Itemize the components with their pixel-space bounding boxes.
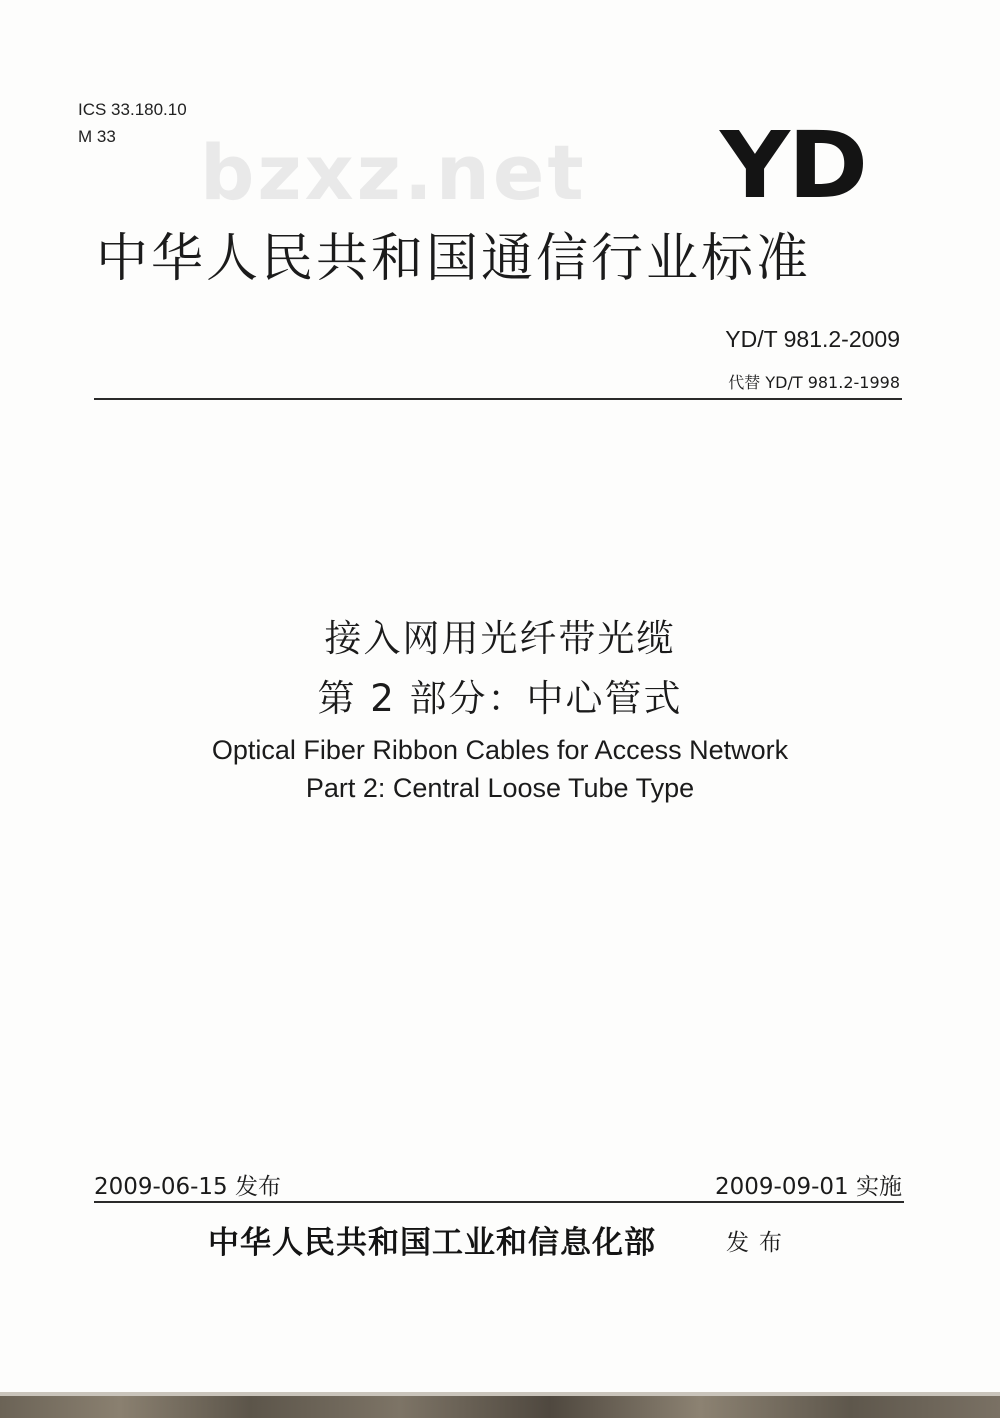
replaces-standard: 代替 YD/T 981.2-1998 — [728, 373, 900, 392]
standard-number: YD/T 981.2-2009 — [725, 326, 900, 352]
standard-category-title: 中华人民共和国通信行业标准 — [96, 229, 812, 289]
ccs-code: M 33 — [78, 127, 116, 146]
watermark: bzxz.net — [200, 128, 587, 217]
ics-code: ICS 33.180.10 — [78, 100, 187, 119]
english-title-line-1: Optical Fiber Ribbon Cables for Access Network — [211, 735, 789, 765]
english-title-line-2: Part 2: Central Loose Tube Type — [305, 773, 695, 803]
yd-logo: YD — [720, 112, 866, 219]
top-divider — [94, 398, 902, 400]
issuing-action: 发布 — [726, 1230, 792, 1256]
chinese-title-line-1: 接入网用光纤带光缆 — [324, 617, 676, 660]
chinese-title-line-2: 第 2 部分：中心管式 — [317, 677, 683, 720]
issuing-authority: 中华人民共和国工业和信息化部 — [208, 1225, 656, 1261]
bottom-divider — [94, 1201, 904, 1203]
implement-date: 2009-09-01 实施 — [715, 1174, 902, 1200]
scan-background-strip — [0, 1396, 1000, 1418]
publish-date: 2009-06-15 发布 — [94, 1174, 281, 1200]
